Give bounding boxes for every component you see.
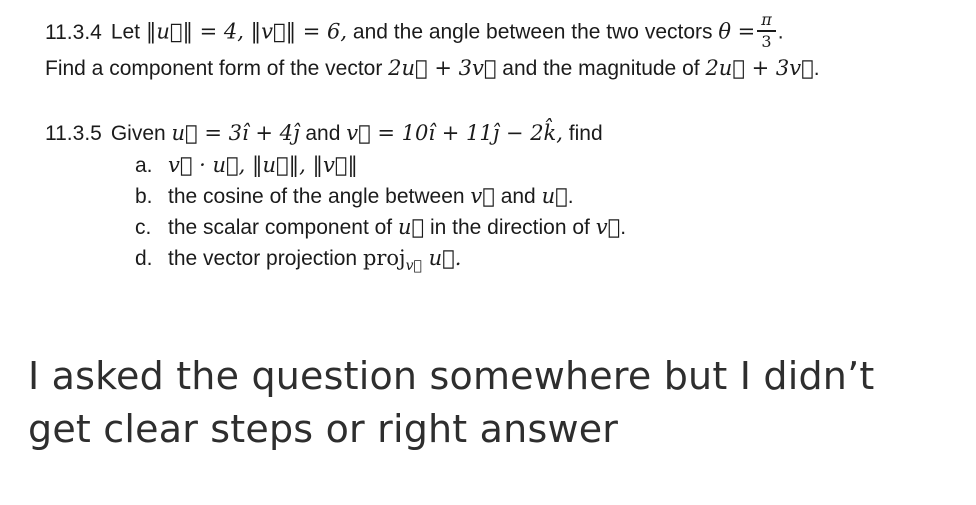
problems-section [45, 10, 958, 274]
item-c [135, 212, 958, 243]
text-segment: and the magnitude of [496, 57, 706, 80]
item-a [135, 150, 958, 181]
text-segment: and the angle between the two vectors [347, 20, 719, 44]
item-label: c. [135, 216, 152, 239]
text-segment: find [562, 122, 603, 145]
math-segment: v⃗ [595, 215, 621, 239]
problem-number: 11.3.4 [45, 20, 102, 44]
text-segment: . [567, 185, 574, 208]
problem-11-3-4-line-2 [45, 52, 958, 85]
fraction-pi-over-3 [757, 12, 776, 50]
problem-11-3-5-intro [45, 117, 958, 150]
text-segment: Let [110, 20, 146, 44]
proj-subscript-v: v⃗ [405, 258, 422, 274]
text-segment: and [494, 185, 542, 208]
item-d [135, 243, 958, 274]
math-segment: u⃗. [421, 246, 462, 270]
math-segment: v⃗ · u⃗, ‖u⃗‖, ‖v⃗‖ [168, 153, 358, 177]
text-segment: the scalar component of [168, 216, 398, 239]
text-segment: . [813, 57, 820, 80]
problem-11-3-5 [45, 117, 958, 274]
math-segment: ‖u⃗‖ = 4, ‖v⃗‖ = 6, [145, 19, 348, 44]
text-segment: . [620, 216, 627, 239]
text-segment: . [777, 20, 784, 44]
problem-11-3-5-items [45, 150, 958, 274]
math-segment: θ = [718, 19, 756, 44]
text-segment: the vector projection [168, 247, 363, 270]
fraction-denominator: 3 [761, 32, 772, 51]
problem-number: 11.3.5 [45, 122, 102, 145]
math-segment: v⃗ = 10î + 11ĵ − 2k̂, [346, 121, 563, 145]
item-label: d. [135, 247, 153, 270]
math-segment: v⃗ [470, 184, 495, 208]
math-segment: 2u⃗ + 3v⃗ [388, 56, 497, 80]
user-comment-line-1: I asked the question somewhere but I didn’t [28, 354, 875, 398]
fraction-numerator: π [757, 12, 776, 32]
math-segment: u⃗ [541, 184, 568, 208]
user-comment [28, 350, 958, 456]
user-comment-line-2: get clear steps or right answer [28, 407, 619, 451]
problem-11-3-4 [45, 10, 958, 85]
text-segment: Find a component form of the vector [45, 57, 389, 80]
math-segment: u⃗ [397, 215, 425, 239]
item-label: b. [135, 185, 153, 208]
text-segment: and [299, 122, 347, 145]
item-label: a. [135, 154, 153, 177]
text-segment: the cosine of the angle between [168, 185, 471, 208]
math-segment: 2u⃗ + 3v⃗ [705, 56, 814, 80]
text-segment: Given [110, 122, 172, 145]
math-segment: u⃗ = 3î + 4ĵ [171, 121, 300, 145]
item-b [135, 181, 958, 212]
text-segment: in the direction of [424, 216, 596, 239]
problem-11-3-4-line-1 [45, 10, 958, 52]
proj-operator: proj [362, 246, 406, 270]
